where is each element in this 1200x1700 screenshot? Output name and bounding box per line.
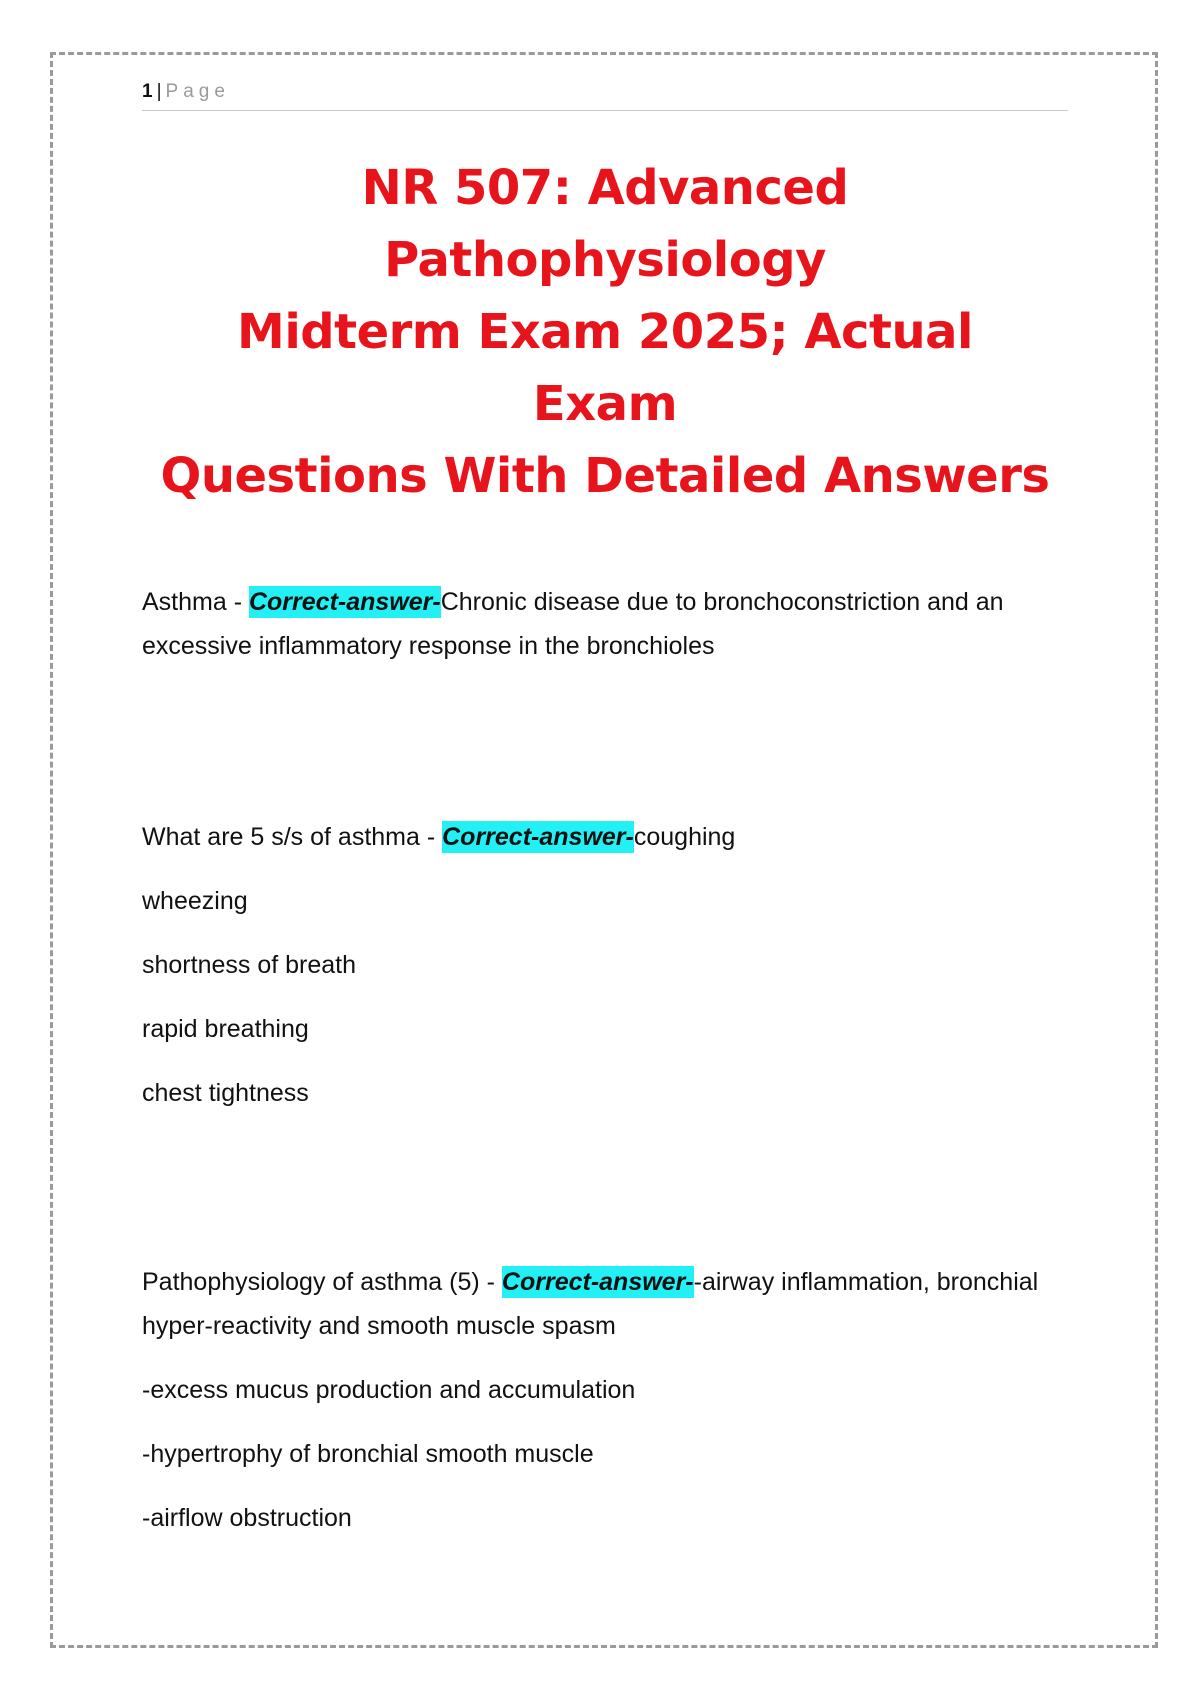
- correct-answer-tag: Correct-answer-: [248, 588, 441, 616]
- answer-line: rapid breathing: [142, 1015, 309, 1043]
- qa-item-asthma-pathophysiology: [142, 1260, 1062, 1560]
- answer-line: chest tightness: [142, 1079, 309, 1107]
- page-separator: |: [156, 81, 162, 102]
- question-text: Asthma -: [142, 588, 249, 616]
- correct-answer-tag: Correct-answer-: [442, 823, 634, 851]
- title-line-2: Midterm Exam 2025; Actual Exam: [237, 304, 973, 432]
- qa-paragraph: [142, 1260, 1062, 1348]
- qa-item-asthma-symptoms: [142, 815, 1062, 1135]
- qa-item-asthma: [142, 580, 1062, 688]
- question-text: What are 5 s/s of asthma -: [142, 823, 443, 851]
- answer-line: -excess mucus production and accumulation: [142, 1376, 636, 1404]
- page-number: 1: [142, 81, 153, 102]
- answer-text: -airway inflammation, bronchial hyper-reactivity and smooth muscle spasm: [142, 1268, 1039, 1340]
- title-line-1: NR 507: Advanced Pathophysiology: [361, 160, 849, 288]
- answer-text: coughing: [633, 823, 736, 851]
- answer-line: wheezing: [142, 887, 248, 915]
- qa-first-line: [142, 815, 1062, 859]
- answer-text: Chronic disease due to bronchoconstriction and an excessive inflammatory response in the bronchioles: [142, 588, 1004, 660]
- question-text: Pathophysiology of asthma (5) -: [142, 1268, 502, 1296]
- answer-line: shortness of breath: [142, 951, 357, 979]
- page-header: [142, 78, 1068, 111]
- correct-answer-tag: Correct-answer-: [501, 1268, 694, 1296]
- page-label: Page: [165, 81, 230, 102]
- document-title: [160, 152, 1050, 512]
- qa-paragraph: [142, 580, 1062, 668]
- title-line-3: Questions With Detailed Answers: [160, 448, 1050, 504]
- answer-line: -airflow obstruction: [142, 1504, 352, 1532]
- answer-line: -hypertrophy of bronchial smooth muscle: [142, 1440, 594, 1468]
